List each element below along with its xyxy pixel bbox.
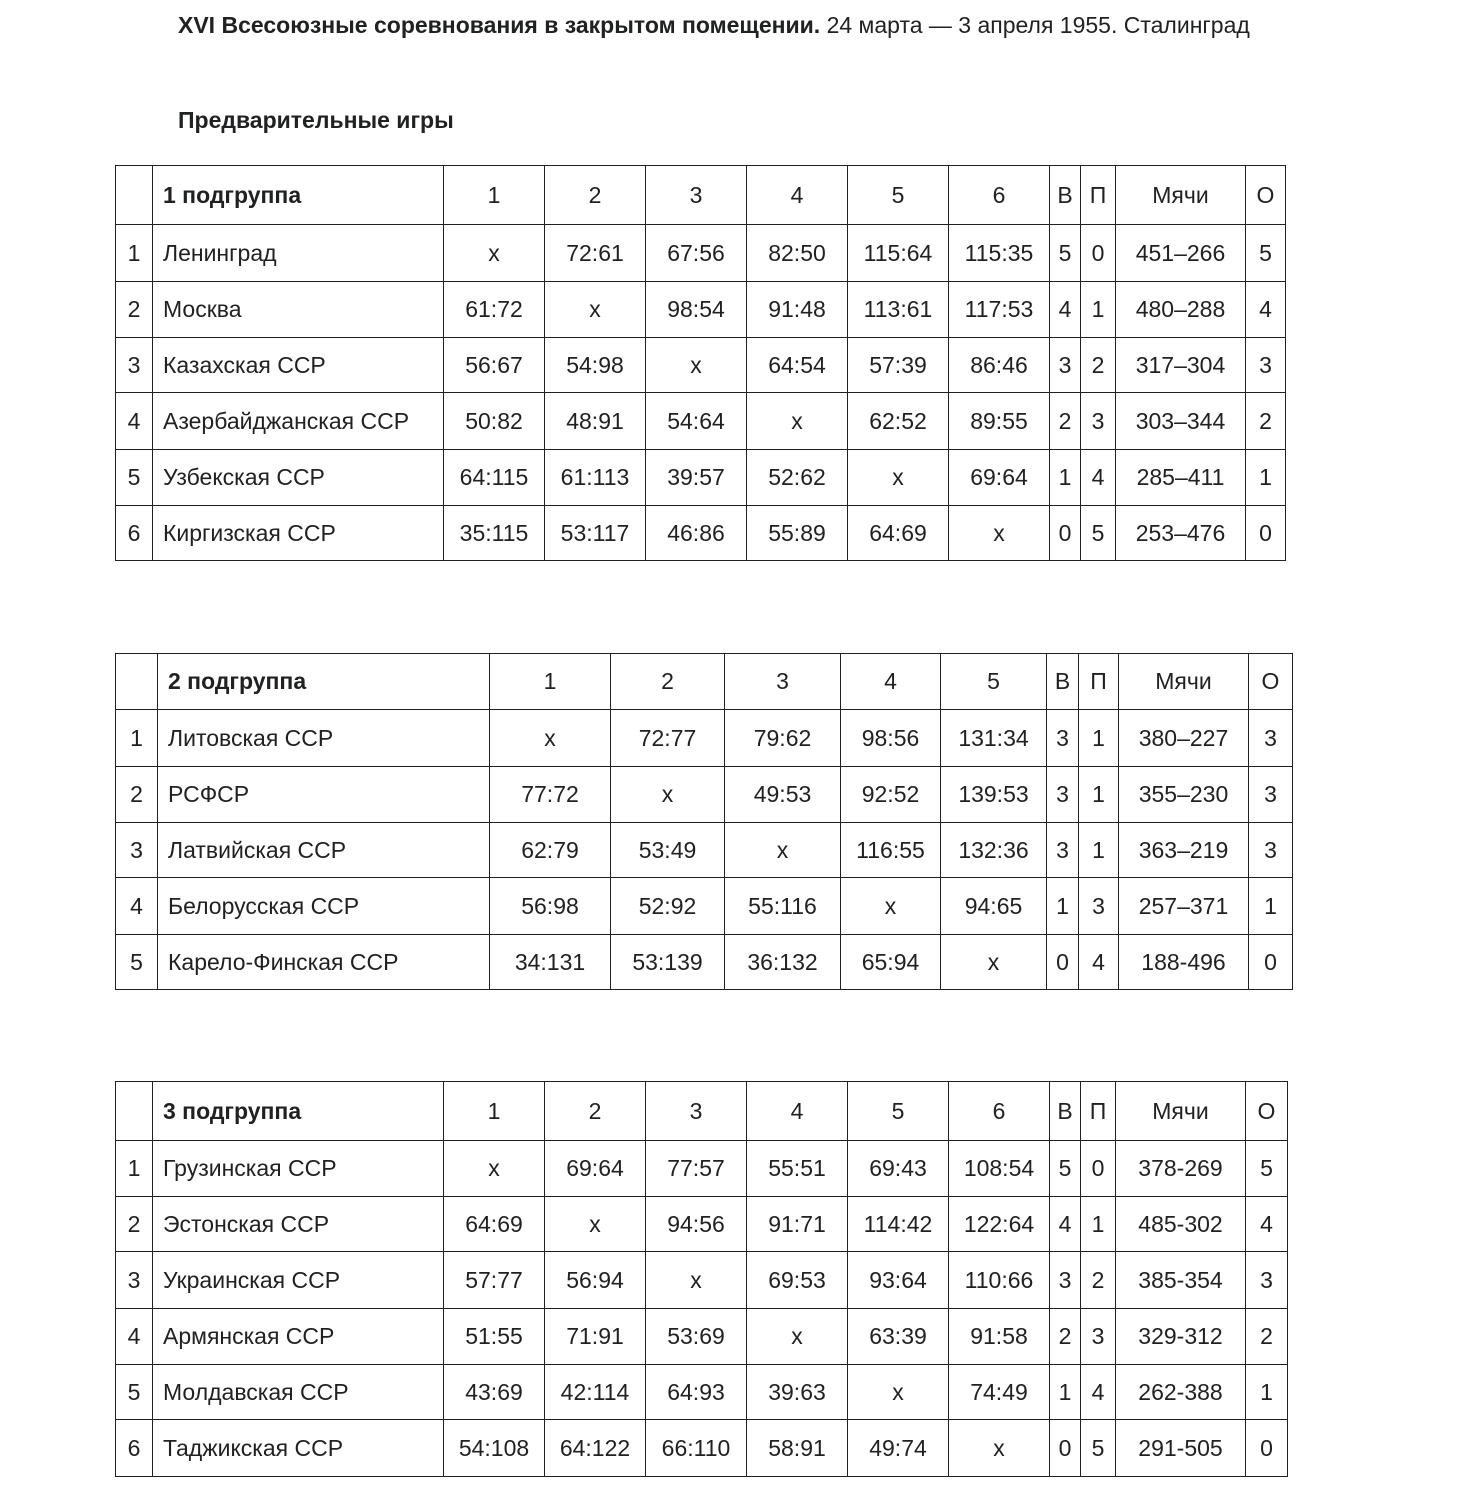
score-cell: 1 xyxy=(1050,1365,1081,1420)
score-cell: 54:64 xyxy=(646,393,747,450)
score-cell: 122:64 xyxy=(949,1197,1050,1252)
score-cell: 1 xyxy=(1079,710,1119,767)
team-name-cell: Москва xyxy=(153,282,444,338)
table-row xyxy=(116,338,1286,393)
score-cell: x xyxy=(646,338,747,393)
column-header-cell: 1 xyxy=(444,166,545,225)
score-cell: 64:93 xyxy=(646,1365,747,1420)
score-cell: x xyxy=(725,823,841,878)
column-header-cell: 5 xyxy=(848,166,949,225)
score-cell: 36:132 xyxy=(725,935,841,990)
table-row xyxy=(116,393,1286,450)
score-cell: 0 xyxy=(1249,935,1293,990)
score-cell: 2 xyxy=(1246,393,1286,450)
score-cell: x xyxy=(444,1141,545,1197)
score-cell: 3 xyxy=(1079,878,1119,935)
score-cell: 2 xyxy=(1050,393,1081,450)
column-header-cell: 6 xyxy=(949,1082,1050,1141)
score-cell: x xyxy=(848,1365,949,1420)
score-cell: 39:57 xyxy=(646,450,747,506)
column-header-cell: 3 xyxy=(725,654,841,710)
team-name-cell: Белорусская ССР xyxy=(158,878,490,935)
score-cell: 69:64 xyxy=(949,450,1050,506)
score-cell: 93:64 xyxy=(848,1252,949,1309)
score-cell: 139:53 xyxy=(941,767,1047,823)
rank-cell: 5 xyxy=(116,450,153,506)
score-cell: 3 xyxy=(1047,767,1079,823)
score-cell: 53:69 xyxy=(646,1309,747,1365)
column-header-cell: Мячи xyxy=(1119,654,1249,710)
table-row xyxy=(116,1141,1288,1197)
score-cell: 329-312 xyxy=(1116,1309,1246,1365)
score-cell: 49:74 xyxy=(848,1420,949,1477)
score-cell: 3 xyxy=(1249,823,1293,878)
column-header-cell: П xyxy=(1081,1082,1116,1141)
column-header-cell: 2 xyxy=(545,1082,646,1141)
score-cell: 480–288 xyxy=(1116,282,1246,338)
score-cell: 4 xyxy=(1081,450,1116,506)
score-cell: x xyxy=(747,393,848,450)
table-row xyxy=(116,225,1286,282)
score-cell: x xyxy=(545,1197,646,1252)
score-cell: 94:56 xyxy=(646,1197,747,1252)
score-cell: 56:98 xyxy=(490,878,611,935)
score-cell: 61:113 xyxy=(545,450,646,506)
score-cell: 55:116 xyxy=(725,878,841,935)
score-cell: 1 xyxy=(1246,1365,1288,1420)
score-cell: 42:114 xyxy=(545,1365,646,1420)
score-cell: 4 xyxy=(1079,935,1119,990)
team-name-cell: Ленинград xyxy=(153,225,444,282)
table-row xyxy=(116,506,1286,561)
score-cell: 131:34 xyxy=(941,710,1047,767)
score-cell: 3 xyxy=(1081,1309,1116,1365)
score-cell: x xyxy=(444,225,545,282)
score-cell: 113:61 xyxy=(848,282,949,338)
score-cell: 82:50 xyxy=(747,225,848,282)
score-cell: 385-354 xyxy=(1116,1252,1246,1309)
table-row xyxy=(116,1365,1288,1420)
column-header-cell: 4 xyxy=(841,654,941,710)
team-name-cell: Грузинская ССР xyxy=(153,1141,444,1197)
score-cell: 262-388 xyxy=(1116,1365,1246,1420)
column-header-cell: 4 xyxy=(747,1082,848,1141)
score-cell: 5 xyxy=(1050,225,1081,282)
score-cell: 3 xyxy=(1246,1252,1288,1309)
score-cell: x xyxy=(841,878,941,935)
score-cell: 3 xyxy=(1047,823,1079,878)
score-cell: 55:89 xyxy=(747,506,848,561)
table-header-row xyxy=(116,166,1286,225)
score-cell: 378-269 xyxy=(1116,1141,1246,1197)
score-cell: 91:71 xyxy=(747,1197,848,1252)
column-header-cell: 4 xyxy=(747,166,848,225)
score-cell: 1 xyxy=(1249,878,1293,935)
rank-cell: 5 xyxy=(116,935,158,990)
score-cell: 65:94 xyxy=(841,935,941,990)
score-cell: 3 xyxy=(1050,338,1081,393)
score-cell: 1 xyxy=(1081,1197,1116,1252)
score-cell: 48:91 xyxy=(545,393,646,450)
score-cell: 188-496 xyxy=(1119,935,1249,990)
score-cell: 4 xyxy=(1050,282,1081,338)
score-cell: 3 xyxy=(1249,767,1293,823)
score-cell: 46:86 xyxy=(646,506,747,561)
score-cell: 117:53 xyxy=(949,282,1050,338)
score-cell: 115:35 xyxy=(949,225,1050,282)
score-cell: 98:54 xyxy=(646,282,747,338)
score-cell: 317–304 xyxy=(1116,338,1246,393)
header-corner-cell xyxy=(116,654,158,710)
team-name-cell: Киргизская ССР xyxy=(153,506,444,561)
score-cell: 0 xyxy=(1081,1141,1116,1197)
score-cell: 303–344 xyxy=(1116,393,1246,450)
score-cell: 51:55 xyxy=(444,1309,545,1365)
score-cell: 0 xyxy=(1050,1420,1081,1477)
page-heading xyxy=(178,10,1278,41)
score-cell: 89:55 xyxy=(949,393,1050,450)
team-name-cell: Таджикская ССР xyxy=(153,1420,444,1477)
score-cell: 91:48 xyxy=(747,282,848,338)
table-row xyxy=(116,1197,1288,1252)
score-cell: 64:69 xyxy=(444,1197,545,1252)
score-cell: 253–476 xyxy=(1116,506,1246,561)
score-cell: 0 xyxy=(1047,935,1079,990)
score-cell: 64:122 xyxy=(545,1420,646,1477)
score-cell: 3 xyxy=(1246,338,1286,393)
table-row xyxy=(116,282,1286,338)
score-cell: 64:69 xyxy=(848,506,949,561)
score-cell: 62:79 xyxy=(490,823,611,878)
team-name-cell: Латвийская ССР xyxy=(158,823,490,878)
score-cell: 5 xyxy=(1246,225,1286,282)
rank-cell: 2 xyxy=(116,1197,153,1252)
score-cell: 0 xyxy=(1081,225,1116,282)
rank-cell: 3 xyxy=(116,338,153,393)
group-name-cell: 3 подгруппа xyxy=(153,1082,444,1141)
score-cell: 74:49 xyxy=(949,1365,1050,1420)
table-row xyxy=(116,450,1286,506)
group-table-3 xyxy=(115,1081,1288,1477)
score-cell: 53:117 xyxy=(545,506,646,561)
column-header-cell: 3 xyxy=(646,1082,747,1141)
team-name-cell: Эстонская ССР xyxy=(153,1197,444,1252)
team-name-cell: Армянская ССР xyxy=(153,1309,444,1365)
score-cell: x xyxy=(611,767,725,823)
score-cell: 91:58 xyxy=(949,1309,1050,1365)
score-cell: 5 xyxy=(1081,1420,1116,1477)
rank-cell: 4 xyxy=(116,393,153,450)
table-row xyxy=(116,1309,1288,1365)
score-cell: 69:53 xyxy=(747,1252,848,1309)
table-header-row xyxy=(116,654,1293,710)
score-cell: 0 xyxy=(1246,506,1286,561)
rank-cell: 1 xyxy=(116,225,153,282)
score-cell: 92:52 xyxy=(841,767,941,823)
heading-date-place: 24 марта — 3 апреля 1955. Сталинград xyxy=(820,12,1250,38)
score-cell: 69:64 xyxy=(545,1141,646,1197)
heading-title: XVI Всесоюзные соревнования в закрытом помещении. xyxy=(178,12,821,38)
rank-cell: 2 xyxy=(116,767,158,823)
score-cell: 4 xyxy=(1246,1197,1288,1252)
score-cell: 72:61 xyxy=(545,225,646,282)
rank-cell: 4 xyxy=(116,1309,153,1365)
score-cell: 67:56 xyxy=(646,225,747,282)
score-cell: x xyxy=(941,935,1047,990)
score-cell: 363–219 xyxy=(1119,823,1249,878)
score-cell: 5 xyxy=(1246,1141,1288,1197)
team-name-cell: Литовская ССР xyxy=(158,710,490,767)
column-header-cell: П xyxy=(1079,654,1119,710)
score-cell: 3 xyxy=(1249,710,1293,767)
score-cell: 69:43 xyxy=(848,1141,949,1197)
score-cell: 61:72 xyxy=(444,282,545,338)
score-cell: x xyxy=(747,1309,848,1365)
score-cell: x xyxy=(545,282,646,338)
column-header-cell: О xyxy=(1246,1082,1288,1141)
score-cell: 108:54 xyxy=(949,1141,1050,1197)
score-cell: 56:67 xyxy=(444,338,545,393)
score-cell: 1 xyxy=(1047,878,1079,935)
column-header-cell: В xyxy=(1050,166,1081,225)
score-cell: 35:115 xyxy=(444,506,545,561)
score-cell: 3 xyxy=(1050,1252,1081,1309)
score-cell: 55:51 xyxy=(747,1141,848,1197)
score-cell: 53:49 xyxy=(611,823,725,878)
score-cell: 72:77 xyxy=(611,710,725,767)
score-cell: 1 xyxy=(1081,282,1116,338)
table-row xyxy=(116,767,1293,823)
group-name-cell: 2 подгруппа xyxy=(158,654,490,710)
score-cell: 4 xyxy=(1081,1365,1116,1420)
header-corner-cell xyxy=(116,166,153,225)
score-cell: 52:62 xyxy=(747,450,848,506)
column-header-cell: О xyxy=(1246,166,1286,225)
score-cell: 52:92 xyxy=(611,878,725,935)
column-header-cell: 5 xyxy=(941,654,1047,710)
score-cell: 485-302 xyxy=(1116,1197,1246,1252)
column-header-cell: 5 xyxy=(848,1082,949,1141)
header-corner-cell xyxy=(116,1082,153,1141)
score-cell: 64:115 xyxy=(444,450,545,506)
score-cell: 64:54 xyxy=(747,338,848,393)
score-cell: 34:131 xyxy=(490,935,611,990)
team-name-cell: Украинская ССР xyxy=(153,1252,444,1309)
rank-cell: 3 xyxy=(116,823,158,878)
score-cell: 54:108 xyxy=(444,1420,545,1477)
team-name-cell: Азербайджанская ССР xyxy=(153,393,444,450)
score-cell: 132:36 xyxy=(941,823,1047,878)
section-title: Предварительные игры xyxy=(178,107,454,133)
score-cell: 2 xyxy=(1081,338,1116,393)
score-cell: 94:65 xyxy=(941,878,1047,935)
team-name-cell: Узбекская ССР xyxy=(153,450,444,506)
score-cell: 110:66 xyxy=(949,1252,1050,1309)
score-cell: x xyxy=(646,1252,747,1309)
score-cell: 77:57 xyxy=(646,1141,747,1197)
table-row xyxy=(116,710,1293,767)
rank-cell: 5 xyxy=(116,1365,153,1420)
column-header-cell: Мячи xyxy=(1116,1082,1246,1141)
column-header-cell: 2 xyxy=(545,166,646,225)
column-header-cell: 1 xyxy=(444,1082,545,1141)
score-cell: 285–411 xyxy=(1116,450,1246,506)
group-table-2 xyxy=(115,653,1293,990)
table-header-row xyxy=(116,1082,1288,1141)
rank-cell: 2 xyxy=(116,282,153,338)
score-cell: 115:64 xyxy=(848,225,949,282)
column-header-cell: О xyxy=(1249,654,1293,710)
column-header-cell: 3 xyxy=(646,166,747,225)
column-header-cell: В xyxy=(1047,654,1079,710)
score-cell: 0 xyxy=(1246,1420,1288,1477)
score-cell: x xyxy=(490,710,611,767)
score-cell: 39:63 xyxy=(747,1365,848,1420)
score-cell: 56:94 xyxy=(545,1252,646,1309)
score-cell: 71:91 xyxy=(545,1309,646,1365)
score-cell: 3 xyxy=(1047,710,1079,767)
score-cell: 57:39 xyxy=(848,338,949,393)
score-cell: 2 xyxy=(1081,1252,1116,1309)
score-cell: 4 xyxy=(1246,282,1286,338)
score-cell: 1 xyxy=(1246,450,1286,506)
team-name-cell: Молдавская ССР xyxy=(153,1365,444,1420)
score-cell: 58:91 xyxy=(747,1420,848,1477)
column-header-cell: Мячи xyxy=(1116,166,1246,225)
score-cell: 4 xyxy=(1050,1197,1081,1252)
team-name-cell: Казахская ССР xyxy=(153,338,444,393)
column-header-cell: 6 xyxy=(949,166,1050,225)
score-cell: 1 xyxy=(1079,767,1119,823)
score-cell: 54:98 xyxy=(545,338,646,393)
score-cell: x xyxy=(848,450,949,506)
column-header-cell: 1 xyxy=(490,654,611,710)
table-row xyxy=(116,1252,1288,1309)
table-row xyxy=(116,878,1293,935)
score-cell: 116:55 xyxy=(841,823,941,878)
rank-cell: 6 xyxy=(116,506,153,561)
score-cell: 43:69 xyxy=(444,1365,545,1420)
score-cell: 1 xyxy=(1050,450,1081,506)
score-cell: 50:82 xyxy=(444,393,545,450)
score-cell: 57:77 xyxy=(444,1252,545,1309)
score-cell: 355–230 xyxy=(1119,767,1249,823)
score-cell: 53:139 xyxy=(611,935,725,990)
table-row xyxy=(116,935,1293,990)
group-name-cell: 1 подгруппа xyxy=(153,166,444,225)
score-cell: 63:39 xyxy=(848,1309,949,1365)
team-name-cell: Карело-Финская ССР xyxy=(158,935,490,990)
rank-cell: 1 xyxy=(116,710,158,767)
rank-cell: 3 xyxy=(116,1252,153,1309)
score-cell: 0 xyxy=(1050,506,1081,561)
table-row xyxy=(116,1420,1288,1477)
score-cell: 291-505 xyxy=(1116,1420,1246,1477)
score-cell: 77:72 xyxy=(490,767,611,823)
score-cell: 3 xyxy=(1081,393,1116,450)
rank-cell: 6 xyxy=(116,1420,153,1477)
score-cell: 380–227 xyxy=(1119,710,1249,767)
column-header-cell: 2 xyxy=(611,654,725,710)
score-cell: 5 xyxy=(1050,1141,1081,1197)
rank-cell: 1 xyxy=(116,1141,153,1197)
score-cell: 98:56 xyxy=(841,710,941,767)
score-cell: 49:53 xyxy=(725,767,841,823)
score-cell: 5 xyxy=(1081,506,1116,561)
group-table-1 xyxy=(115,165,1286,561)
score-cell: 2 xyxy=(1050,1309,1081,1365)
rank-cell: 4 xyxy=(116,878,158,935)
column-header-cell: В xyxy=(1050,1082,1081,1141)
score-cell: 1 xyxy=(1079,823,1119,878)
table-row xyxy=(116,823,1293,878)
column-header-cell: П xyxy=(1081,166,1116,225)
score-cell: x xyxy=(949,1420,1050,1477)
score-cell: 86:46 xyxy=(949,338,1050,393)
score-cell: 79:62 xyxy=(725,710,841,767)
score-cell: 62:52 xyxy=(848,393,949,450)
score-cell: x xyxy=(949,506,1050,561)
score-cell: 66:110 xyxy=(646,1420,747,1477)
score-cell: 451–266 xyxy=(1116,225,1246,282)
team-name-cell: РСФСР xyxy=(158,767,490,823)
score-cell: 114:42 xyxy=(848,1197,949,1252)
score-cell: 2 xyxy=(1246,1309,1288,1365)
score-cell: 257–371 xyxy=(1119,878,1249,935)
